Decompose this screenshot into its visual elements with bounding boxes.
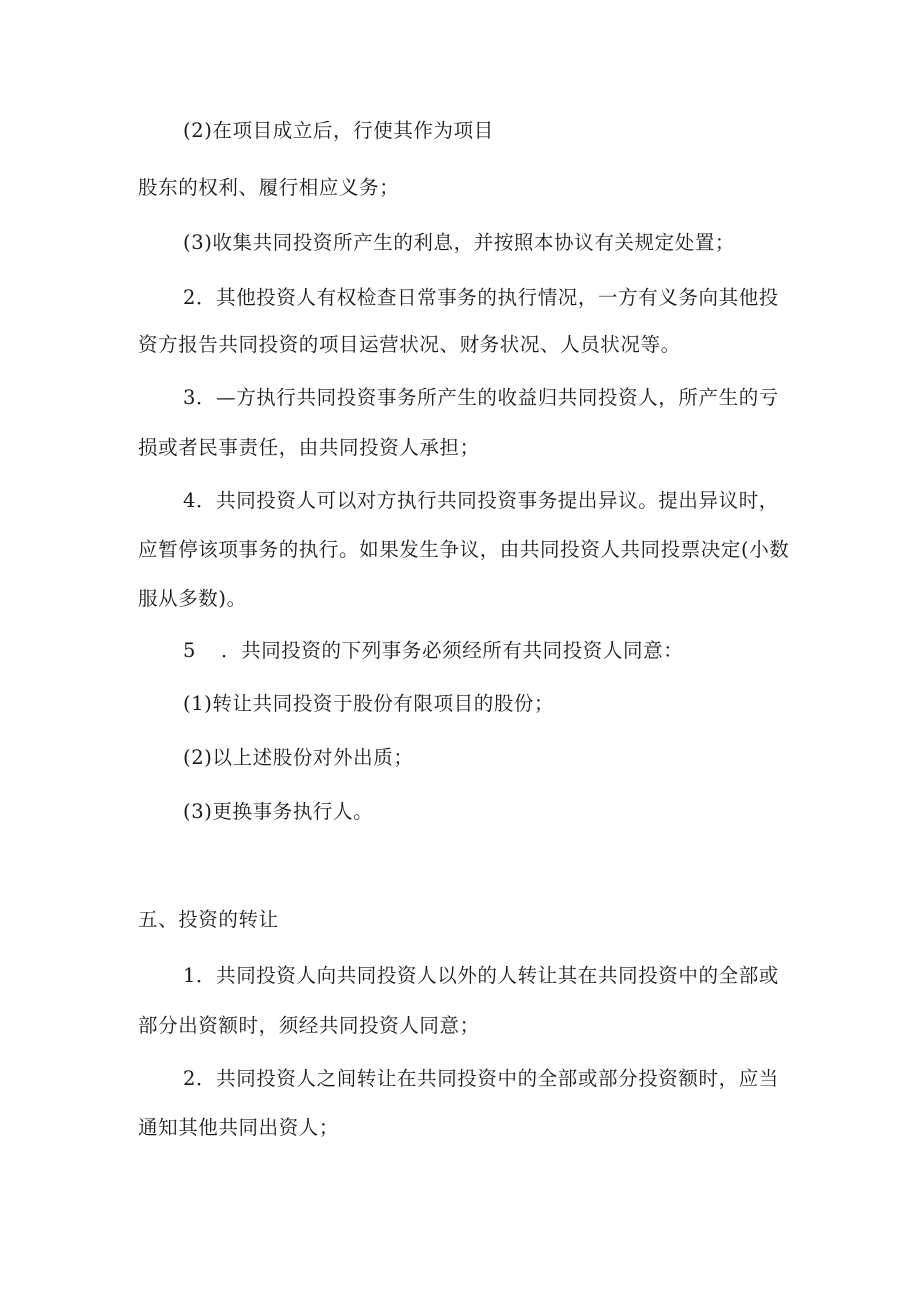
clause-4-5-3: (3)更换事务执行人。 xyxy=(183,800,374,823)
clause-4-4-continued: 应暂停该项事务的执行。如果发生争议，由共同投资人共同投票决定(小数 xyxy=(138,538,790,561)
clause-5-1-continued: 部分出资额时，须经共同投资人同意； xyxy=(138,1014,480,1037)
clause-4-5 xyxy=(183,637,683,665)
clause-5-2: 2．共同投资人之间转让在共同投资中的全部或部分投资额时，应当 xyxy=(183,1067,779,1090)
clause-4-1-2: (2)在项目成立后，行使其作为项目 xyxy=(183,119,494,142)
clause-5-2-continued: 通知其他共同出资人； xyxy=(138,1116,340,1139)
clause-4-4-end: 服从多数)。 xyxy=(138,587,247,610)
clause-4-5-1: (1)转让共同投资于股份有限项目的股份； xyxy=(183,692,555,715)
clause-4-1-3: (3)收集共同投资所产生的利息，并按照本协议有关规定处置； xyxy=(183,231,736,254)
section-5-heading: 五、投资的转让 xyxy=(138,908,279,931)
clause-4-2-continued: 资方报告共同投资的项目运营状况、财务状况、人员状况等。 xyxy=(138,333,681,356)
clause-4-5-2: (2)以上述股份对外出质； xyxy=(183,746,414,769)
clause-4-5-text: ．共同投资的下列事务必须经所有共同投资人同意： xyxy=(221,639,684,662)
clause-4-3: 3．—方执行共同投资事务所产生的收益归共同投资人，所产生的亏 xyxy=(183,386,779,409)
clause-4-3-continued: 损或者民事责任，由共同投资人承担； xyxy=(138,436,480,459)
clause-4-4: 4．共同投资人可以对方执行共同投资事务提出异议。提出异议时， xyxy=(183,489,779,512)
clause-5-1: 1．共同投资人向共同投资人以外的人转让其在共同投资中的全部或 xyxy=(183,964,779,987)
clause-4-5-number: 5 xyxy=(183,639,197,662)
clause-4-1-2-continued: 股东的权利、履行相应义务； xyxy=(138,176,400,199)
clause-4-2: 2．其他投资人有权检查日常事务的执行情况，一方有义务向其他投 xyxy=(183,286,779,309)
